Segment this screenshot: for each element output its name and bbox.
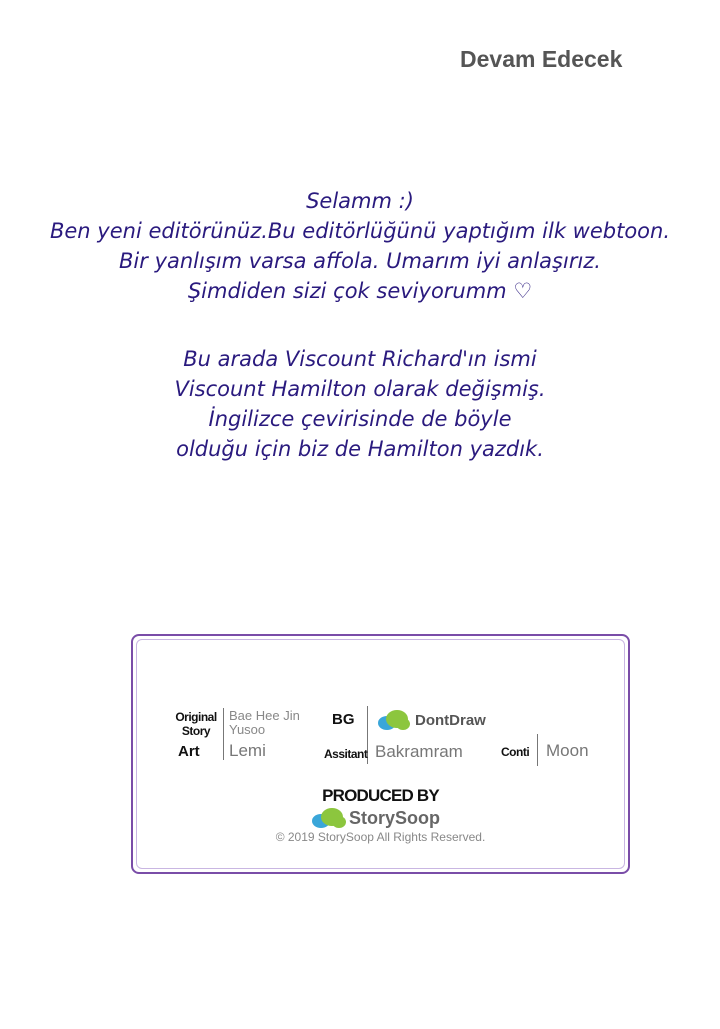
note-line: Bu arada Viscount Richard'ın ismi bbox=[183, 347, 537, 371]
note-line: Şimdiden sizi çok seviyorumm ♡ bbox=[187, 279, 533, 303]
original-story-names bbox=[229, 709, 300, 737]
bg-studio: DontDraw bbox=[415, 712, 486, 729]
divider bbox=[537, 734, 538, 766]
publisher-name: StorySoop bbox=[349, 808, 441, 828]
dontdraw-cloud-icon bbox=[377, 708, 411, 732]
copyright: © 2019 StorySoop All Rights Reserved. bbox=[275, 830, 486, 844]
storysoop-cloud-icon bbox=[311, 806, 347, 830]
bg-label: BG bbox=[332, 711, 355, 728]
assistant-label: Assitant bbox=[324, 747, 368, 761]
art-label: Art bbox=[178, 743, 200, 760]
note-line: Selamm :) bbox=[306, 189, 414, 213]
note-line: Ben yeni editörünüz.Bu editörlüğünü yaptığım ilk webtoon. bbox=[49, 219, 670, 243]
translator-note-paragraph-1 bbox=[0, 186, 720, 306]
note-line: Viscount Hamilton olarak değişmiş. bbox=[174, 377, 546, 401]
assistant-name: Bakramram bbox=[375, 742, 463, 761]
original-story-name-1: Bae Hee Jin bbox=[229, 708, 300, 723]
note-line: Bir yanlışım varsa affola. Umarım iyi anlaşırız. bbox=[119, 249, 601, 273]
divider bbox=[223, 708, 224, 760]
conti-label: Conti bbox=[501, 745, 530, 759]
original-story-name-2: Yusoo bbox=[229, 722, 266, 737]
produced-by: PRODUCED BY bbox=[322, 786, 439, 805]
conti-name: Moon bbox=[546, 741, 589, 760]
art-name: Lemi bbox=[229, 741, 266, 760]
storysoop-logo bbox=[311, 806, 451, 830]
original-story-label-2: Story bbox=[181, 724, 211, 738]
original-story-label-1: Original bbox=[175, 710, 217, 724]
dontdraw-logo bbox=[377, 708, 497, 732]
continue-label: Devam Edecek bbox=[460, 46, 623, 72]
original-story-label bbox=[173, 710, 219, 738]
credits-box bbox=[131, 634, 630, 874]
translator-note-paragraph-2 bbox=[0, 344, 720, 464]
note-line: olduğu için biz de Hamilton yazdık. bbox=[176, 437, 544, 461]
note-line: İngilizce çevirisinde de böyle bbox=[208, 407, 512, 431]
